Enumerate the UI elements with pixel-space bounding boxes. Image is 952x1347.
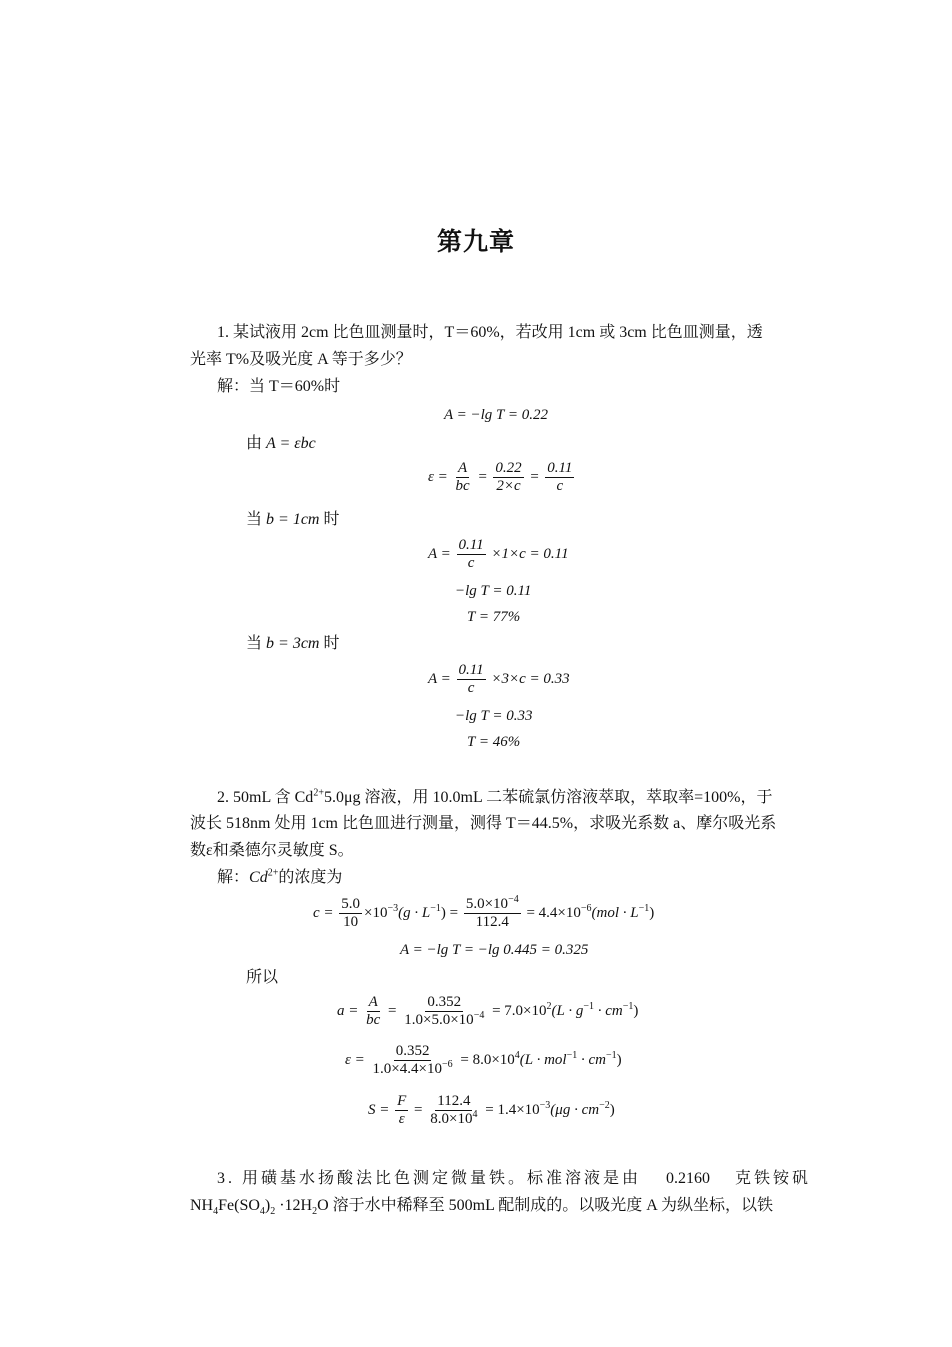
q1-eq-lg2: −lg T = 0.33: [455, 708, 533, 724]
q1-when-suffix: 时: [323, 511, 340, 528]
q2-alpha-frac2-den-sup: −4: [473, 1010, 485, 1021]
q2-eq-absorbance: A = −lg T = −lg 0.445 = 0.325: [400, 942, 589, 958]
q2-alpha-unit-sup2: −1: [622, 1000, 634, 1012]
q3-line1: [217, 1171, 811, 1187]
q2-solution-intro: [217, 867, 343, 886]
q2-eps-unit-mid: · cm: [577, 1051, 606, 1068]
frac-den: ε: [398, 1111, 405, 1127]
q2-sol-cd: Cd: [249, 869, 268, 886]
frac-den: bc: [366, 1012, 381, 1028]
q2-s-rhs-sup: −3: [539, 1099, 551, 1111]
q2-alpha-eq: =: [388, 1002, 397, 1019]
frac-den: [428, 1111, 479, 1128]
q2-s-frac2-den: 8.0×10: [430, 1111, 473, 1127]
q1-a2-lhs: A =: [428, 670, 451, 687]
q1-when-suffix: 时: [323, 635, 340, 652]
q2-s-unit-sup: −2: [599, 1099, 610, 1111]
q2-alpha-frac2: [402, 994, 486, 1029]
q1-eq-epsilon: ε = $\frac{A}{bc}$ = $\frac{0.22}{2\times c}$ = $\frac{0.11}{c}$: [428, 460, 573, 494]
q1-eq-t2: T = 46%: [467, 734, 521, 750]
q1-when-1cm: [246, 512, 339, 528]
q3-line2-e: O 溶于水中稀释至 500mL 配制成的。以吸光度 A 为纵坐标，以铁: [317, 1197, 773, 1214]
q2-eq-molar-absorptivity: [345, 1043, 622, 1078]
q2-s-lhs: S =: [368, 1101, 390, 1118]
frac-num: 0.22: [495, 460, 522, 476]
q3-line1-part2: 0.2160: [666, 1170, 710, 1187]
q2-c-rhs-sup: −6: [580, 902, 592, 914]
q2-s-frac2-den-sup: 4: [472, 1109, 478, 1120]
frac-num: [464, 896, 521, 914]
frac-num: 5.0: [341, 896, 361, 912]
q2-eps-den-sup: −6: [441, 1059, 453, 1070]
frac-num: 112.4: [437, 1093, 471, 1109]
q2-c-mid: ×10: [364, 904, 388, 921]
q2-eq-a-coefficient: [337, 994, 638, 1029]
q3-line2-d: ·12H: [275, 1197, 313, 1214]
q1-eq-a1: [428, 537, 569, 572]
q2-eps-unit: (L · mol: [519, 1051, 567, 1068]
q2-s-unit-end: ): [609, 1101, 615, 1118]
q1-by-line: [246, 436, 316, 452]
q2-c-mid-sup: −3: [387, 902, 399, 914]
q1-a2-frac: [457, 662, 486, 697]
q2-sol-sup: 2+: [267, 867, 279, 879]
q2-eps-unit-sup1: −1: [566, 1049, 578, 1061]
frac-den: 10: [343, 914, 359, 930]
q3-line2-sub1: 4: [213, 1206, 219, 1218]
q3-line2-sub3: 2: [270, 1206, 276, 1218]
q2-s-frac2: [428, 1093, 479, 1128]
q2-line1: [217, 787, 773, 806]
q2-alpha-unit-end: ): [633, 1002, 639, 1019]
q2-c-unit1-end: ) =: [440, 904, 459, 921]
q2-line1-sup: 2+: [313, 787, 324, 799]
q2-sol-b: 的浓度为: [278, 869, 343, 886]
q2-eps-unit-sup2: −1: [606, 1049, 617, 1061]
q1-by-equation: A = εbc: [266, 435, 316, 452]
q1-a1-rhs: ×1×c = 0.11: [491, 545, 569, 562]
q1-when-equation: b = 1cm: [266, 511, 320, 528]
frac-num: A: [368, 994, 378, 1010]
frac-num: 0.11: [458, 662, 484, 678]
q2-line3: 数ε和桑德尔灵敏度 S。: [190, 842, 354, 859]
frac-den: [402, 1012, 486, 1029]
q1-when-3cm: [246, 636, 339, 652]
chapter-title: 第九章: [436, 229, 515, 256]
q2-c-rhs: = 4.4×10: [526, 904, 581, 921]
q2-c-unit1: (g · L: [398, 904, 431, 921]
frac-den: [371, 1061, 455, 1078]
frac-den: 2×c: [496, 478, 521, 494]
q2-c-frac1: [339, 896, 362, 931]
q2-line1-b: 5.0μg 溶液，用 10.0mL 二苯硫氯仿溶液萃取，萃取率=100%，于: [323, 789, 773, 806]
q2-c-lhs: c =: [313, 904, 334, 921]
q2-c-frac2-num: 5.0×10: [465, 896, 509, 912]
q2-alpha-unit: (L · g: [551, 1002, 584, 1019]
q1-eps-frac-c: [545, 460, 574, 495]
q1-by-label: 由: [246, 435, 263, 452]
q3-line2: [190, 1197, 773, 1218]
q3-line2-c: ): [264, 1197, 271, 1214]
q3-line2-a: NH: [190, 1197, 214, 1214]
q1-eq-lg1: −lg T = 0.11: [455, 583, 532, 599]
q3-line2-sub2: 4: [259, 1206, 265, 1218]
q1-eq-absorbance: A = −lg T = 0.22: [444, 407, 548, 423]
q1-when-label: 当: [246, 511, 263, 528]
q2-eps-unit-end: ): [616, 1051, 622, 1068]
q1-line2: 光率 T%及吸光度 A 等于多少？: [190, 351, 412, 368]
q1-eq-t1: T = 77%: [467, 609, 521, 625]
q2-c-unit1-sup: −1: [430, 902, 441, 914]
q2-c-unit2-sup: −1: [638, 902, 650, 914]
q1-a1-frac: [457, 537, 486, 572]
frac-den: c: [467, 555, 475, 571]
q2-c-unit2: (mol · L: [591, 904, 639, 921]
q2-c-frac2-num-sup: −4: [508, 894, 519, 905]
q2-eps-rhs: = 8.0×10: [460, 1051, 515, 1068]
q1-eq-a2: [428, 662, 570, 697]
q2-sol-label: 解：: [217, 869, 250, 886]
q3-line1-part3: 克铁铵矾: [734, 1170, 811, 1187]
q2-s-unit: (μg · cm: [550, 1101, 600, 1118]
q1-eps-lhs: ε =: [428, 468, 448, 485]
q1-a1-lhs: A =: [428, 545, 451, 562]
q2-eps-lhs: ε =: [345, 1051, 365, 1068]
q2-eps-rhs-sup: 4: [514, 1049, 520, 1061]
q3-line2-sub4: 2: [312, 1206, 318, 1218]
q1-line1: 1. 某试液用 2cm 比色皿测量时，T＝60%，若改用 1cm 或 3cm 比色皿测量，透: [217, 324, 763, 341]
frac-num: 0.352: [395, 1043, 430, 1059]
q3-line2-b: Fe(SO: [218, 1197, 260, 1214]
q2-eq-concentration: [313, 896, 654, 931]
q3-line1-part1: 3. 用磺基水扬酸法比色测定微量铁。标准溶液是由: [217, 1170, 642, 1187]
q2-alpha-lhs: a =: [337, 1002, 359, 1019]
frac-num: 0.11: [547, 460, 573, 476]
q1-when-equation: b = 3cm: [266, 635, 320, 652]
frac-den: c: [556, 478, 564, 494]
q1-eps-frac-a: [454, 460, 472, 495]
q2-eps-frac: [371, 1043, 455, 1078]
q1-a2-rhs: ×3×c = 0.33: [491, 670, 570, 687]
q2-alpha-rhs-sup: 2: [546, 1000, 552, 1012]
q2-c-unit2-end: ): [649, 904, 655, 921]
q2-alpha-unit-mid: · cm: [593, 1002, 623, 1019]
frac-num: A: [458, 460, 468, 476]
q1-when-label: 当: [246, 635, 263, 652]
frac-den: bc: [455, 478, 470, 494]
q1-eps-frac-b: [493, 460, 523, 495]
q2-so-label: 所以: [246, 969, 279, 986]
q2-c-frac2: [464, 896, 521, 931]
q1-solution-intro: 解：当 T＝60%时: [217, 378, 341, 395]
q2-line1-a: 2. 50mL 含 Cd: [217, 789, 314, 806]
q2-eps-den: 1.0×4.4×10: [372, 1061, 442, 1077]
q2-alpha-unit-sup1: −1: [583, 1000, 594, 1012]
q2-s-eq: =: [414, 1101, 423, 1118]
q2-alpha-rhs: = 7.0×10: [492, 1002, 547, 1019]
frac-num: 0.352: [427, 994, 462, 1010]
q2-line2: 波长 518nm 处用 1cm 比色皿进行测量，测得 T＝44.5%，求吸光系数 a、摩尔吸光系: [190, 815, 777, 832]
q2-alpha-frac2-den: 1.0×5.0×10: [404, 1012, 474, 1028]
q2-alpha-frac1: [364, 994, 382, 1029]
q2-s-rhs: = 1.4×10: [485, 1101, 540, 1118]
frac-den: c: [467, 680, 475, 696]
q2-s-frac1: [395, 1093, 408, 1128]
q2-eq-sandell: [368, 1093, 615, 1128]
frac-num: F: [397, 1093, 407, 1109]
frac-den: 112.4: [475, 914, 509, 930]
frac-num: 0.11: [458, 537, 484, 553]
